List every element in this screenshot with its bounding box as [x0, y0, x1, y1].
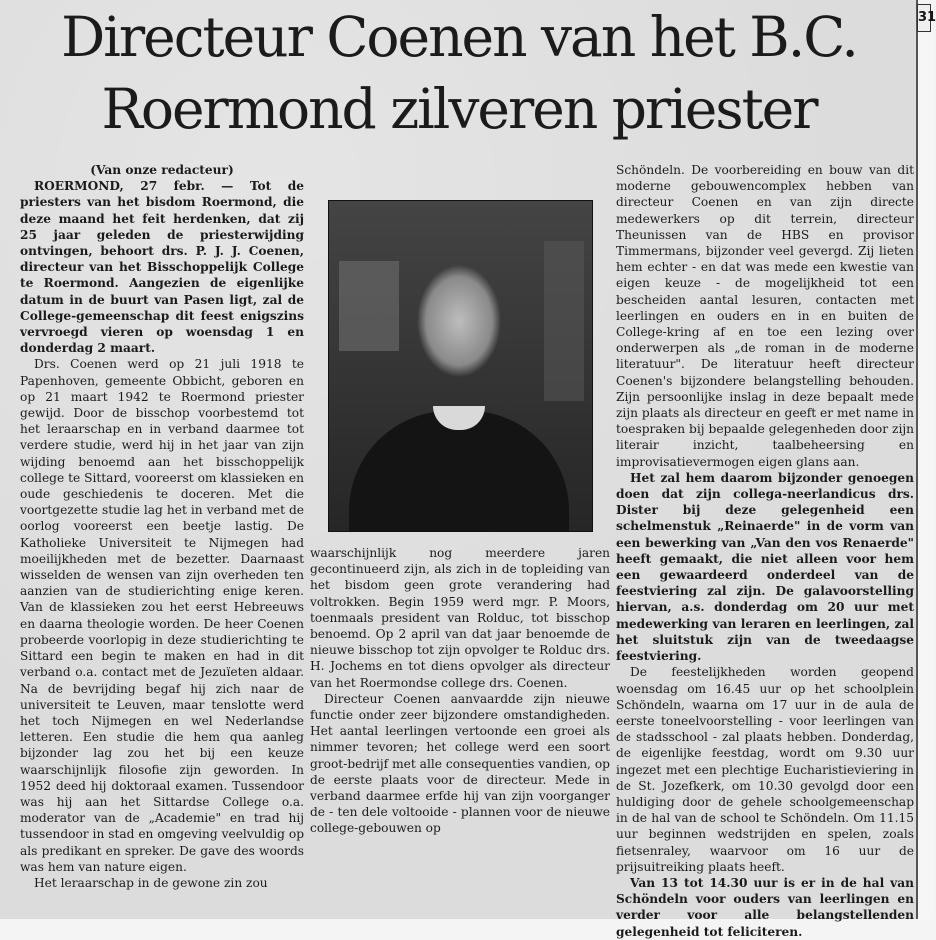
headline: [4, 2, 914, 146]
body-paragraph: Directeur Coenen aanvaardde zijn nieuwe functie onder zeer bijzondere omstandigheden. Het aantal leerlingen vertoonde een groei als nimmer tevoren; het college werd een soort groot-bedrijf met alle consequenties vandien, op de eerste plaats voor de directeur. Mede in verband daarmee erfde hij van zijn voorganger de - ten dele voltooide - plannen voor de nieuwe college-gebouwen op: [310, 691, 610, 836]
article-column-3: [616, 162, 914, 940]
page-number: 31: [917, 4, 931, 32]
scan-edge: [916, 0, 936, 919]
headline-line-1: Directeur Coenen van het B.C.: [61, 5, 857, 69]
portrait-photo: [328, 200, 593, 532]
photo-background-window: [339, 261, 399, 351]
body-paragraph: Het leraarschap in de gewone zin zou: [34, 875, 268, 890]
body-paragraph: waarschijnlijk nog meerdere jaren gecontinueerd zijn, als zich in de topleiding van het bisdom geen grote verandering had voltrokken. Begin 1959 werd mgr. P. Moors, toenmaals president van Rolduc, tot bisschop benoemd. Op 2 april van dat jaar benoemde de nieuwe bisschop tot zijn opvolger te Rolduc drs. H. Jochems en tot diens opvolger als directeur van het Roermondse college drs. Coenen.: [310, 546, 610, 690]
body-paragraph-bold: Het zal hem daarom bijzonder genoegen doen dat zijn collega-neerlandicus drs. Dister bij deze gelegenheid een schelmenstuk „Reinaerde" in de vorm van een bewerking van „Van den vos Renaerde" heeft gemaakt, die niet alleen voor hem een gewaardeerd onderdeel van de feestviering zal zijn. De galavoorstelling hiervan, a.s. donderdag om 20 uur met medewerking van leraren en leerlingen, zal het sluitstuk zijn van de tweedaagse feestviering.: [616, 470, 914, 664]
body-paragraph: Drs. Coenen werd op 21 juli 1918 te Papenhoven, gemeente Obbicht, geboren en op 21 maart 1942 te Roermond priester gewijd. Door de bisschop voorbestemd tot het leraarschap en in verband daarmee tot verdere studie, werd hij in het jaar van zijn wijding benoemd aan het bisschoppelijk college te Sittard, vooreerst om klassieken en oude geschiedenis te doceren. Met die voortgezette studie lag het in verband met de oorlog vooreerst een beetje lastig. De Katholieke Universiteit te Nijmegen had moeilijkheden met de bezetter. Daarnaast wisselden de wensen van zijn overheden ten aanzien van de studierichting enige keren. Van de klassieken zou het eerst Hebreeuws en daarna theologie worden. De heer Coenen probeerde voorlopig in deze studierichting te Sittard een begin te maken en had in dit verband o.a. contact met de Jezuïeten aldaar. Na de bevrijding begaf hij zich naar de universiteit te Leuven, maar tenslotte werd het toch Nijmegen en wel Nederlandse letteren. Een studie die hem qua aanleg bijzonder lag zou het bij een keuze waarschijnlijk filosofie zijn geworden. In 1952 deed hij doktoraal examen. Tussendoor was hij aan het Sittardse College o.a. moderator van de „Academie" en trad hij tussendoor in stad en omgeving veelvuldig op als predikant en spreker. De gave des woords was hem van nature eigen.: [20, 357, 304, 874]
headline-line-2: Roermond zilveren priester: [101, 77, 817, 141]
article-column-2: [310, 545, 610, 837]
body-paragraph: Schöndeln. De voorbereiding en bouw van dit moderne gebouwencomplex hebben van directeur Coenen en van zijn directe medewerkers op dit terrein, directeur Theunissen van de HBS en provisor Timmermans, bijzonder veel gevergd. Zij lieten hem echter - en dat was mede een kwestie van eigen keuze - de mogelijkheid tot een bescheiden aantal lesuren, contacten met leerlingen en ouders en in en buiten de College-kring af en toe een lezing over onderwerpen als „de roman in de moderne literatuur". De literatuur heeft directeur Coenen's bijzondere belangstelling behouden. Zijn persoonlijke inslag in deze bepaalt mede zijn plaats als directeur en geeft er met name in toespraken bij bepaalde gelegenheden door zijn literair inzicht, taalbeheersing en improvisatievermogen eigen glans aan.: [616, 163, 914, 469]
photo-background-wall: [544, 241, 584, 401]
article-column-1: [20, 162, 304, 891]
closing-paragraph: Van 13 tot 14.30 uur is er in de hal van Schöndeln voor ouders van leerlingen en verder voor alle belangstellenden gelegenheid tot feliciteren.: [616, 875, 914, 939]
byline: (Van onze redacteur): [90, 163, 234, 177]
body-paragraph: De feestelijkheden worden geopend woensdag om 16.45 uur op het schoolplein Schöndeln, waarna om 17 uur in de aula de eerste toneelvoorstelling - voor leerlingen van de stadsschool - zal plaats hebben. Donderdag, de eigenlijke feestdag, wordt om 9.30 uur ingezet met een plechtige Eucharistieviering in de St. Jozefkerk, om 10.30 gevolgd door een huldiging door de gehele schoolgemeenschap in de hal van de school te Schöndeln. Om 11.15 uur beginnen wedstrijden en spelen, zoals fietsenraley, waarvoor om 16 uur de prijsuitreiking plaats heeft.: [616, 665, 914, 874]
lead-paragraph: ROERMOND, 27 febr. — Tot de priesters van het bisdom Roermond, die deze maand het feit herdenken, dat zij 25 jaar geleden de priesterwijding ontvingen, behoort drs. P. J. J. Coenen, directeur van het Bisschoppelijk College te Roermond. Aangezien de eigenlijke datum in de buurt van Pasen ligt, zal de College-gemeenschap dit feest enigszins vervroegd vieren op woensdag 1 en donderdag 2 maart.: [20, 179, 304, 356]
